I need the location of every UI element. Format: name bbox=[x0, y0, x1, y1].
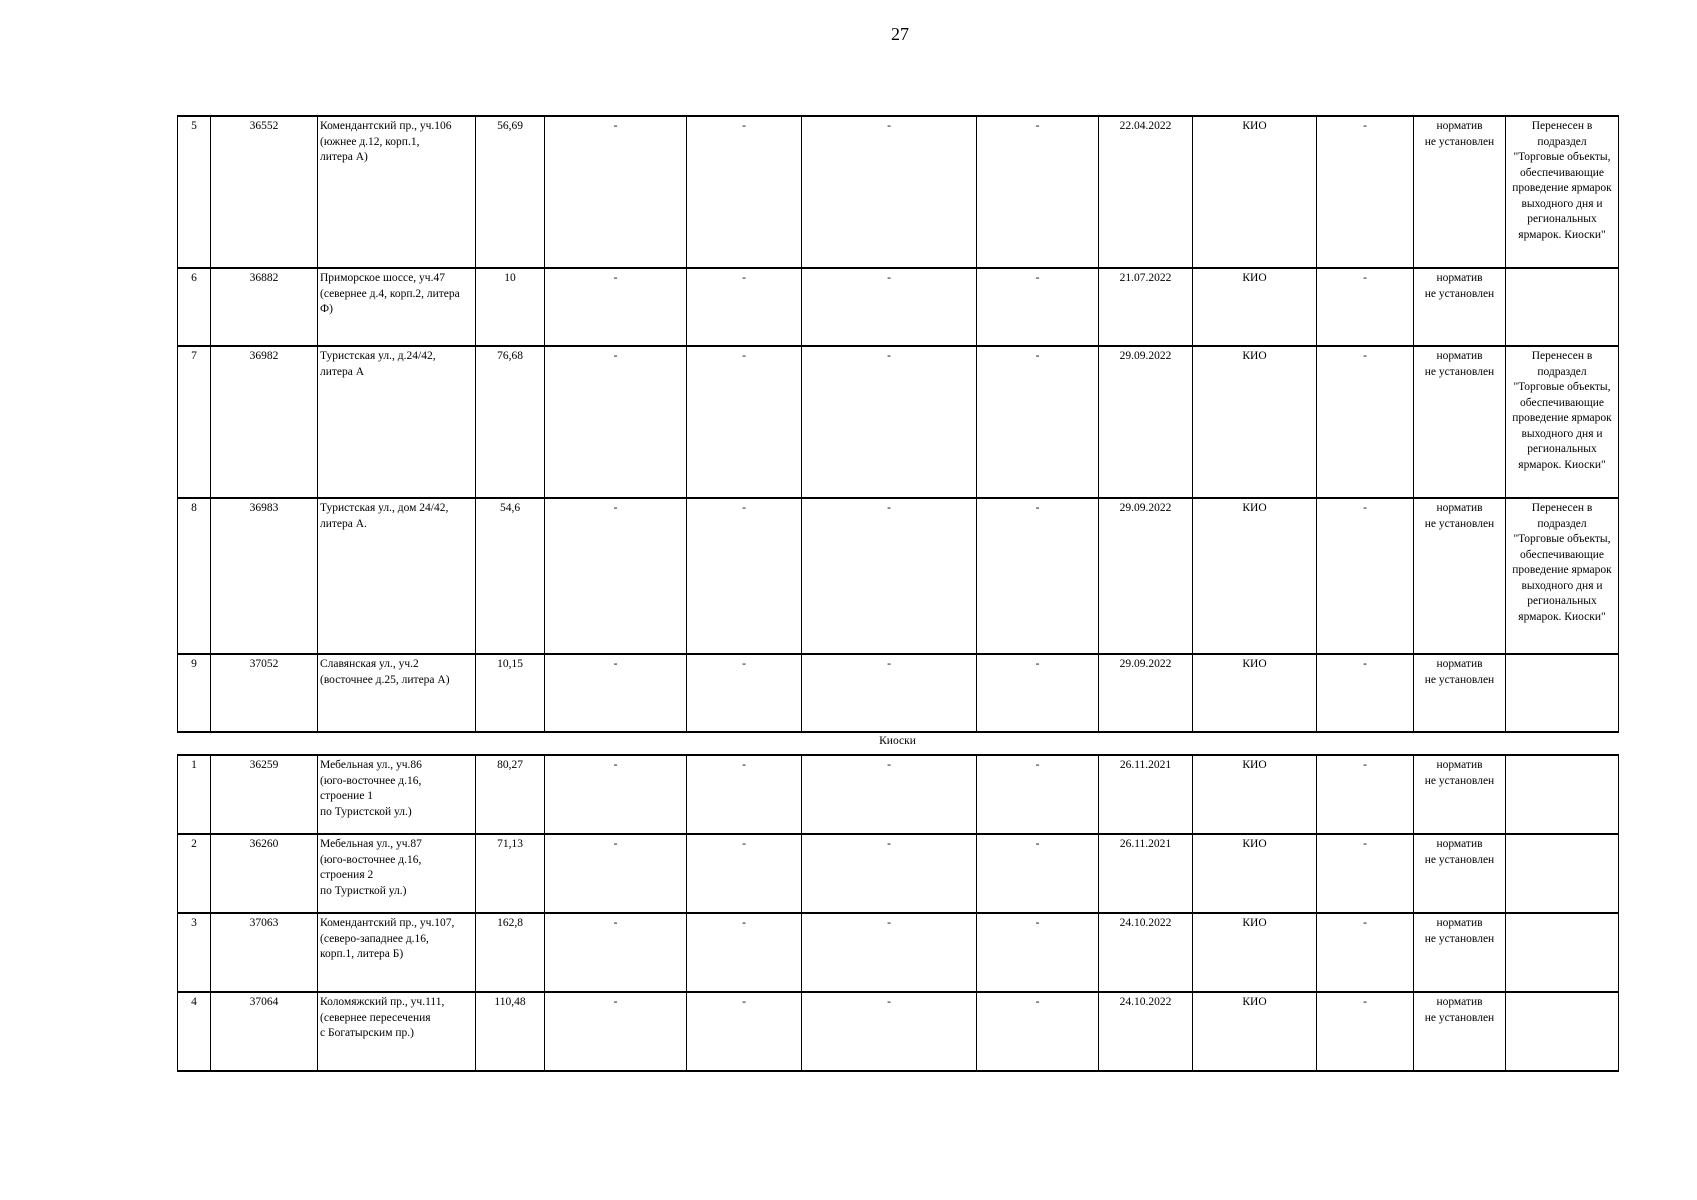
cell-col5: - bbox=[545, 116, 687, 268]
cell-address: Славянская ул., уч.2 (восточнее д.25, литера А) bbox=[318, 654, 476, 732]
cell-col6: - bbox=[687, 268, 802, 346]
cell-norm: норматив не установлен bbox=[1414, 834, 1506, 913]
cell-number: 2 bbox=[178, 834, 211, 913]
cell-organization: КИО bbox=[1193, 116, 1317, 268]
cell-col5: - bbox=[545, 992, 687, 1071]
cell-col8: - bbox=[977, 834, 1099, 913]
cell-norm: норматив не установлен bbox=[1414, 498, 1506, 654]
cell-number: 4 bbox=[178, 992, 211, 1071]
cell-number: 8 bbox=[178, 498, 211, 654]
cell-col8: - bbox=[977, 346, 1099, 498]
cell-note bbox=[1506, 268, 1619, 346]
section-title: Киоски bbox=[879, 735, 916, 747]
cell-norm: норматив не установлен bbox=[1414, 346, 1506, 498]
cell-organization: КИО bbox=[1193, 268, 1317, 346]
cell-col5: - bbox=[545, 834, 687, 913]
cell-col7: - bbox=[802, 346, 977, 498]
table-row bbox=[178, 834, 1619, 913]
cell-norm: норматив не установлен bbox=[1414, 268, 1506, 346]
cell-col5: - bbox=[545, 346, 687, 498]
table-row bbox=[178, 346, 1619, 498]
cell-col7: - bbox=[802, 268, 977, 346]
objects-table-body bbox=[178, 116, 1619, 732]
cell-date: 29.09.2022 bbox=[1099, 654, 1193, 732]
cell-registry-id: 36882 bbox=[211, 268, 318, 346]
cell-registry-id: 36259 bbox=[211, 755, 318, 834]
cell-area: 110,48 bbox=[476, 992, 545, 1071]
table-row bbox=[178, 268, 1619, 346]
objects-table bbox=[177, 115, 1619, 733]
cell-address: Туристская ул., д.24/42, литера А bbox=[318, 346, 476, 498]
cell-col11: - bbox=[1317, 116, 1414, 268]
cell-registry-id: 36982 bbox=[211, 346, 318, 498]
cell-norm: норматив не установлен bbox=[1414, 913, 1506, 992]
cell-organization: КИО bbox=[1193, 834, 1317, 913]
cell-organization: КИО bbox=[1193, 992, 1317, 1071]
cell-col8: - bbox=[977, 913, 1099, 992]
cell-note bbox=[1506, 992, 1619, 1071]
table-row bbox=[178, 755, 1619, 834]
cell-col5: - bbox=[545, 498, 687, 654]
cell-organization: КИО bbox=[1193, 755, 1317, 834]
cell-date: 26.11.2021 bbox=[1099, 755, 1193, 834]
cell-col8: - bbox=[977, 498, 1099, 654]
cell-registry-id: 37064 bbox=[211, 992, 318, 1071]
cell-organization: КИО bbox=[1193, 654, 1317, 732]
cell-col6: - bbox=[687, 834, 802, 913]
cell-number: 9 bbox=[178, 654, 211, 732]
cell-area: 76,68 bbox=[476, 346, 545, 498]
cell-col6: - bbox=[687, 913, 802, 992]
cell-col7: - bbox=[802, 116, 977, 268]
cell-col7: - bbox=[802, 498, 977, 654]
cell-col11: - bbox=[1317, 346, 1414, 498]
cell-note bbox=[1506, 654, 1619, 732]
cell-col11: - bbox=[1317, 654, 1414, 732]
cell-address: Приморское шоссе, уч.47 (севернее д.4, корп.2, литера Ф) bbox=[318, 268, 476, 346]
cell-col6: - bbox=[687, 992, 802, 1071]
cell-col8: - bbox=[977, 654, 1099, 732]
cell-col11: - bbox=[1317, 992, 1414, 1071]
cell-norm: норматив не установлен bbox=[1414, 116, 1506, 268]
cell-note: Перенесен в подраздел "Торговые объекты, обеспечивающие проведение ярмарок выходного дня и региональных ярмарок. Киоски" bbox=[1506, 346, 1619, 498]
cell-col6: - bbox=[687, 116, 802, 268]
kiosks-table-body bbox=[178, 755, 1619, 1071]
table-row bbox=[178, 498, 1619, 654]
cell-registry-id: 36983 bbox=[211, 498, 318, 654]
cell-norm: норматив не установлен bbox=[1414, 992, 1506, 1071]
cell-col7: - bbox=[802, 755, 977, 834]
cell-col11: - bbox=[1317, 913, 1414, 992]
cell-area: 54,6 bbox=[476, 498, 545, 654]
cell-note bbox=[1506, 834, 1619, 913]
cell-address: Мебельная ул., уч.87 (юго-восточнее д.16, строения 2 по Туристкой ул.) bbox=[318, 834, 476, 913]
cell-col8: - bbox=[977, 116, 1099, 268]
cell-col7: - bbox=[802, 913, 977, 992]
table-row bbox=[178, 654, 1619, 732]
cell-registry-id: 36260 bbox=[211, 834, 318, 913]
cell-col8: - bbox=[977, 268, 1099, 346]
cell-registry-id: 37052 bbox=[211, 654, 318, 732]
cell-address: Туристская ул., дом 24/42, литера А. bbox=[318, 498, 476, 654]
cell-number: 6 bbox=[178, 268, 211, 346]
cell-address: Комендантский пр., уч.106 (южнее д.12, корп.1, литера А) bbox=[318, 116, 476, 268]
cell-number: 1 bbox=[178, 755, 211, 834]
cell-col7: - bbox=[802, 654, 977, 732]
cell-col11: - bbox=[1317, 498, 1414, 654]
cell-col5: - bbox=[545, 654, 687, 732]
cell-area: 56,69 bbox=[476, 116, 545, 268]
cell-area: 10 bbox=[476, 268, 545, 346]
cell-date: 26.11.2021 bbox=[1099, 834, 1193, 913]
cell-date: 24.10.2022 bbox=[1099, 992, 1193, 1071]
cell-area: 10,15 bbox=[476, 654, 545, 732]
cell-norm: норматив не установлен bbox=[1414, 654, 1506, 732]
cell-registry-id: 37063 bbox=[211, 913, 318, 992]
cell-col11: - bbox=[1317, 834, 1414, 913]
cell-registry-id: 36552 bbox=[211, 116, 318, 268]
cell-col7: - bbox=[802, 834, 977, 913]
cell-col8: - bbox=[977, 755, 1099, 834]
page-number: 27 bbox=[891, 24, 909, 44]
cell-date: 21.07.2022 bbox=[1099, 268, 1193, 346]
cell-organization: КИО bbox=[1193, 498, 1317, 654]
cell-area: 162,8 bbox=[476, 913, 545, 992]
cell-date: 29.09.2022 bbox=[1099, 346, 1193, 498]
cell-number: 7 bbox=[178, 346, 211, 498]
cell-note: Перенесен в подраздел "Торговые объекты, обеспечивающие проведение ярмарок выходного дня и региональных ярмарок. Киоски" bbox=[1506, 498, 1619, 654]
cell-address: Комендантский пр., уч.107, (северо-западнее д.16, корп.1, литера Б) bbox=[318, 913, 476, 992]
cell-area: 71,13 bbox=[476, 834, 545, 913]
cell-note: Перенесен в подраздел "Торговые объекты, обеспечивающие проведение ярмарок выходного дня и региональных ярмарок. Киоски" bbox=[1506, 116, 1619, 268]
cell-address: Коломяжский пр., уч.111, (севернее пересечения с Богатырским пр.) bbox=[318, 992, 476, 1071]
cell-col6: - bbox=[687, 654, 802, 732]
cell-col6: - bbox=[687, 755, 802, 834]
cell-organization: КИО bbox=[1193, 346, 1317, 498]
table-row bbox=[178, 116, 1619, 268]
cell-note bbox=[1506, 755, 1619, 834]
cell-organization: КИО bbox=[1193, 913, 1317, 992]
cell-col6: - bbox=[687, 498, 802, 654]
cell-date: 24.10.2022 bbox=[1099, 913, 1193, 992]
cell-col5: - bbox=[545, 268, 687, 346]
cell-col11: - bbox=[1317, 268, 1414, 346]
cell-col8: - bbox=[977, 992, 1099, 1071]
cell-col11: - bbox=[1317, 755, 1414, 834]
cell-col6: - bbox=[687, 346, 802, 498]
cell-col7: - bbox=[802, 992, 977, 1071]
cell-col5: - bbox=[545, 755, 687, 834]
cell-number: 5 bbox=[178, 116, 211, 268]
cell-col5: - bbox=[545, 913, 687, 992]
cell-note bbox=[1506, 913, 1619, 992]
cell-number: 3 bbox=[178, 913, 211, 992]
cell-date: 22.04.2022 bbox=[1099, 116, 1193, 268]
cell-address: Мебельная ул., уч.86 (юго-восточнее д.16, строение 1 по Туристской ул.) bbox=[318, 755, 476, 834]
table-row bbox=[178, 992, 1619, 1071]
cell-area: 80,27 bbox=[476, 755, 545, 834]
table-row bbox=[178, 913, 1619, 992]
kiosks-table bbox=[177, 754, 1619, 1072]
cell-norm: норматив не установлен bbox=[1414, 755, 1506, 834]
cell-date: 29.09.2022 bbox=[1099, 498, 1193, 654]
